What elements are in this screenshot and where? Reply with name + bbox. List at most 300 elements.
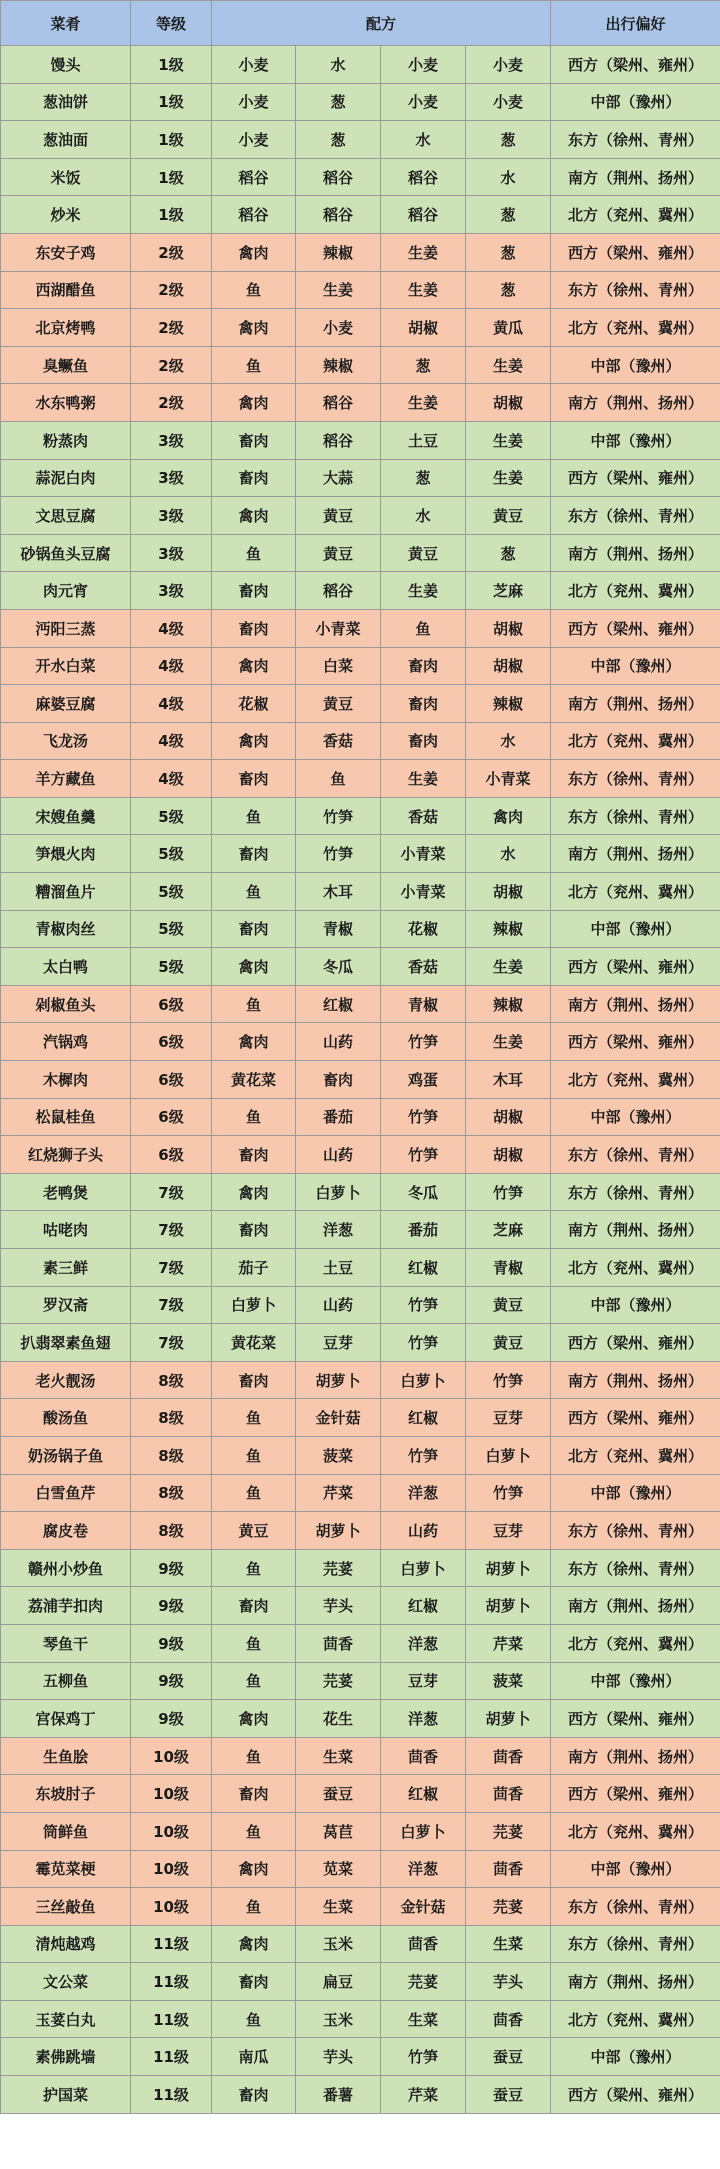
dish-cell: 素佛跳墙 — [1, 2038, 131, 2076]
table-row — [1, 421, 720, 459]
ingredient-cell: 畜肉 — [212, 1963, 296, 2001]
header-level: 等级 — [131, 1, 212, 46]
ingredient-cell: 豆芽 — [381, 1662, 466, 1700]
dish-cell: 松鼠桂鱼 — [1, 1098, 131, 1136]
table-row — [1, 722, 720, 760]
level-cell: 6级 — [131, 1061, 212, 1099]
preference-cell: 南方（荆州、扬州） — [551, 534, 720, 572]
ingredient-cell: 鱼 — [212, 1812, 296, 1850]
level-cell: 10级 — [131, 1888, 212, 1926]
ingredient-cell: 洋葱 — [381, 1700, 466, 1738]
ingredient-cell: 芫荽 — [381, 1963, 466, 2001]
dish-cell: 剁椒鱼头 — [1, 985, 131, 1023]
ingredient-cell: 鱼 — [212, 1436, 296, 1474]
ingredient-cell: 小麦 — [212, 121, 296, 159]
ingredient-cell: 香菇 — [381, 797, 466, 835]
ingredient-cell: 水 — [381, 121, 466, 159]
dish-cell: 沔阳三蒸 — [1, 609, 131, 647]
ingredient-cell: 鱼 — [296, 760, 381, 798]
level-cell: 7级 — [131, 1249, 212, 1287]
ingredient-cell: 畜肉 — [212, 2076, 296, 2114]
ingredient-cell: 芫荽 — [296, 1662, 381, 1700]
table-row — [1, 948, 720, 986]
dish-cell: 汽锅鸡 — [1, 1023, 131, 1061]
level-cell: 2级 — [131, 346, 212, 384]
ingredient-cell: 玉米 — [296, 1925, 381, 1963]
ingredient-cell: 白萝卜 — [381, 1361, 466, 1399]
ingredient-cell: 黄花菜 — [212, 1061, 296, 1099]
ingredient-cell: 畜肉 — [212, 572, 296, 610]
preference-cell: 南方（荆州、扬州） — [551, 835, 720, 873]
dish-cell: 北京烤鸭 — [1, 309, 131, 347]
ingredient-cell: 畜肉 — [212, 910, 296, 948]
preference-cell: 北方（兖州、冀州） — [551, 1812, 720, 1850]
ingredient-cell: 竹笋 — [296, 835, 381, 873]
level-cell: 2级 — [131, 384, 212, 422]
ingredient-cell: 白菜 — [296, 647, 381, 685]
ingredient-cell: 竹笋 — [381, 1023, 466, 1061]
ingredient-cell: 鱼 — [212, 985, 296, 1023]
ingredient-cell: 小麦 — [212, 83, 296, 121]
ingredient-cell: 畜肉 — [381, 722, 466, 760]
ingredient-cell: 鱼 — [212, 2000, 296, 2038]
level-cell: 11级 — [131, 2038, 212, 2076]
level-cell: 7级 — [131, 1173, 212, 1211]
dish-cell: 西湖醋鱼 — [1, 271, 131, 309]
dish-cell: 宫保鸡丁 — [1, 1700, 131, 1738]
ingredient-cell: 葱 — [466, 121, 551, 159]
ingredient-cell: 蚕豆 — [466, 2038, 551, 2076]
ingredient-cell: 水 — [381, 497, 466, 535]
ingredient-cell: 豆芽 — [296, 1324, 381, 1362]
level-cell: 8级 — [131, 1512, 212, 1550]
table-row — [1, 760, 720, 798]
preference-cell: 东方（徐州、青州） — [551, 1925, 720, 1963]
table-row — [1, 1925, 720, 1963]
level-cell: 8级 — [131, 1474, 212, 1512]
table-row — [1, 873, 720, 911]
dish-cell: 生鱼脍 — [1, 1737, 131, 1775]
ingredient-cell: 生姜 — [466, 948, 551, 986]
level-cell: 5级 — [131, 797, 212, 835]
ingredient-cell: 水 — [296, 46, 381, 84]
ingredient-cell: 胡椒 — [466, 384, 551, 422]
level-cell: 3级 — [131, 459, 212, 497]
ingredient-cell: 黄豆 — [296, 497, 381, 535]
ingredient-cell: 苋菜 — [296, 1850, 381, 1888]
ingredient-cell: 生姜 — [466, 421, 551, 459]
ingredient-cell: 红椒 — [381, 1775, 466, 1813]
level-cell: 3级 — [131, 534, 212, 572]
ingredient-cell: 畜肉 — [212, 760, 296, 798]
ingredient-cell: 菠菜 — [466, 1662, 551, 1700]
ingredient-cell: 禽肉 — [212, 1023, 296, 1061]
dish-cell: 米饭 — [1, 158, 131, 196]
level-cell: 9级 — [131, 1624, 212, 1662]
ingredient-cell: 鱼 — [212, 1888, 296, 1926]
level-cell: 4级 — [131, 685, 212, 723]
ingredient-cell: 畜肉 — [212, 1136, 296, 1174]
ingredient-cell: 水 — [466, 158, 551, 196]
ingredient-cell: 竹笋 — [381, 1136, 466, 1174]
ingredient-cell: 葱 — [466, 534, 551, 572]
ingredient-cell: 竹笋 — [381, 1324, 466, 1362]
dish-cell: 红烧狮子头 — [1, 1136, 131, 1174]
level-cell: 1级 — [131, 83, 212, 121]
ingredient-cell: 黄豆 — [212, 1512, 296, 1550]
dish-cell: 琴鱼干 — [1, 1624, 131, 1662]
dish-cell: 罗汉斋 — [1, 1286, 131, 1324]
ingredient-cell: 茴香 — [466, 2000, 551, 2038]
ingredient-cell: 生姜 — [381, 384, 466, 422]
preference-cell: 西方（梁州、雍州） — [551, 1023, 720, 1061]
table-row — [1, 497, 720, 535]
level-cell: 4级 — [131, 609, 212, 647]
dish-cell: 笋煨火肉 — [1, 835, 131, 873]
table-row — [1, 609, 720, 647]
table-row — [1, 572, 720, 610]
ingredient-cell: 竹笋 — [381, 1098, 466, 1136]
dish-cell: 酸汤鱼 — [1, 1399, 131, 1437]
ingredient-cell: 白萝卜 — [466, 1436, 551, 1474]
ingredient-cell: 扁豆 — [296, 1963, 381, 2001]
ingredient-cell: 金针菇 — [296, 1399, 381, 1437]
dish-cell: 飞龙汤 — [1, 722, 131, 760]
ingredient-cell: 香菇 — [381, 948, 466, 986]
ingredient-cell: 小麦 — [212, 46, 296, 84]
ingredient-cell: 鱼 — [212, 1549, 296, 1587]
level-cell: 2级 — [131, 233, 212, 271]
level-cell: 10级 — [131, 1775, 212, 1813]
level-cell: 8级 — [131, 1399, 212, 1437]
ingredient-cell: 白萝卜 — [296, 1173, 381, 1211]
ingredient-cell: 茴香 — [381, 1925, 466, 1963]
ingredient-cell: 禽肉 — [212, 948, 296, 986]
preference-cell: 南方（荆州、扬州） — [551, 1963, 720, 2001]
ingredient-cell: 稻谷 — [296, 384, 381, 422]
ingredient-cell: 胡椒 — [466, 609, 551, 647]
preference-cell: 东方（徐州、青州） — [551, 1549, 720, 1587]
ingredient-cell: 白萝卜 — [212, 1286, 296, 1324]
ingredient-cell: 番茄 — [381, 1211, 466, 1249]
ingredient-cell: 黄豆 — [296, 534, 381, 572]
preference-cell: 南方（荆州、扬州） — [551, 158, 720, 196]
table-row — [1, 1399, 720, 1437]
level-cell: 3级 — [131, 421, 212, 459]
ingredient-cell: 大蒜 — [296, 459, 381, 497]
ingredient-cell: 花椒 — [381, 910, 466, 948]
ingredient-cell: 稻谷 — [381, 196, 466, 234]
dish-cell: 文思豆腐 — [1, 497, 131, 535]
table-row — [1, 1549, 720, 1587]
table-row — [1, 1474, 720, 1512]
ingredient-cell: 胡萝卜 — [466, 1549, 551, 1587]
ingredient-cell: 黄豆 — [296, 685, 381, 723]
preference-cell: 西方（梁州、雍州） — [551, 1324, 720, 1362]
ingredient-cell: 禽肉 — [212, 1925, 296, 1963]
ingredient-cell: 胡椒 — [466, 873, 551, 911]
table-row — [1, 1512, 720, 1550]
ingredient-cell: 芫荽 — [466, 1888, 551, 1926]
ingredient-cell: 畜肉 — [381, 685, 466, 723]
ingredient-cell: 禽肉 — [212, 722, 296, 760]
dish-cell: 奶汤锅子鱼 — [1, 1436, 131, 1474]
ingredient-cell: 生菜 — [381, 2000, 466, 2038]
dish-cell: 糟溜鱼片 — [1, 873, 131, 911]
ingredient-cell: 胡椒 — [466, 1098, 551, 1136]
level-cell: 11级 — [131, 2000, 212, 2038]
ingredient-cell: 生姜 — [466, 459, 551, 497]
dish-cell: 木樨肉 — [1, 1061, 131, 1099]
ingredient-cell: 禽肉 — [212, 1173, 296, 1211]
ingredient-cell: 葱 — [466, 233, 551, 271]
ingredient-cell: 畜肉 — [212, 1211, 296, 1249]
table-row — [1, 1173, 720, 1211]
ingredient-cell: 鱼 — [212, 1098, 296, 1136]
dish-cell: 文公菜 — [1, 1963, 131, 2001]
dish-cell: 粉蒸肉 — [1, 421, 131, 459]
ingredient-cell: 胡萝卜 — [296, 1361, 381, 1399]
level-cell: 10级 — [131, 1737, 212, 1775]
ingredient-cell: 茄子 — [212, 1249, 296, 1287]
preference-cell: 东方（徐州、青州） — [551, 271, 720, 309]
preference-cell: 中部（豫州） — [551, 1098, 720, 1136]
ingredient-cell: 青椒 — [381, 985, 466, 1023]
preference-cell: 北方（兖州、冀州） — [551, 1624, 720, 1662]
dish-cell: 玉荽白丸 — [1, 2000, 131, 2038]
ingredient-cell: 芹菜 — [466, 1624, 551, 1662]
ingredient-cell: 鱼 — [212, 534, 296, 572]
ingredient-cell: 稻谷 — [296, 196, 381, 234]
ingredient-cell: 禽肉 — [466, 797, 551, 835]
level-cell: 6级 — [131, 1136, 212, 1174]
table-row — [1, 1249, 720, 1287]
ingredient-cell: 芫荽 — [466, 1812, 551, 1850]
ingredient-cell: 山药 — [296, 1286, 381, 1324]
ingredient-cell: 黄豆 — [466, 1324, 551, 1362]
dish-cell: 素三鲜 — [1, 1249, 131, 1287]
level-cell: 5级 — [131, 910, 212, 948]
ingredient-cell: 黄豆 — [466, 1286, 551, 1324]
ingredient-cell: 生菜 — [466, 1925, 551, 1963]
preference-cell: 东方（徐州、青州） — [551, 797, 720, 835]
ingredient-cell: 青椒 — [466, 1249, 551, 1287]
ingredient-cell: 葱 — [466, 271, 551, 309]
preference-cell: 北方（兖州、冀州） — [551, 2000, 720, 2038]
ingredient-cell: 花椒 — [212, 685, 296, 723]
table-row — [1, 835, 720, 873]
dish-cell: 青椒肉丝 — [1, 910, 131, 948]
ingredient-cell: 蚕豆 — [296, 1775, 381, 1813]
ingredient-cell: 辣椒 — [296, 346, 381, 384]
level-cell: 9级 — [131, 1587, 212, 1625]
ingredient-cell: 生姜 — [296, 271, 381, 309]
ingredient-cell: 小青菜 — [381, 835, 466, 873]
table-row — [1, 1662, 720, 1700]
ingredient-cell: 鱼 — [212, 1624, 296, 1662]
level-cell: 11级 — [131, 1925, 212, 1963]
ingredient-cell: 禽肉 — [212, 647, 296, 685]
dish-cell: 臭鳜鱼 — [1, 346, 131, 384]
ingredient-cell: 山药 — [381, 1512, 466, 1550]
dish-cell: 白雪鱼芹 — [1, 1474, 131, 1512]
table-row — [1, 459, 720, 497]
level-cell: 1级 — [131, 158, 212, 196]
ingredient-cell: 南瓜 — [212, 2038, 296, 2076]
preference-cell: 中部（豫州） — [551, 346, 720, 384]
dish-cell: 羊方藏鱼 — [1, 760, 131, 798]
ingredient-cell: 葱 — [296, 121, 381, 159]
level-cell: 6级 — [131, 1098, 212, 1136]
dish-cell: 荔浦芋扣肉 — [1, 1587, 131, 1625]
ingredient-cell: 茴香 — [466, 1850, 551, 1888]
ingredient-cell: 畜肉 — [296, 1061, 381, 1099]
ingredient-cell: 豆芽 — [466, 1399, 551, 1437]
dish-cell: 腐皮卷 — [1, 1512, 131, 1550]
table-row — [1, 1737, 720, 1775]
ingredient-cell: 洋葱 — [381, 1624, 466, 1662]
ingredient-cell: 芹菜 — [296, 1474, 381, 1512]
ingredient-cell: 小青菜 — [466, 760, 551, 798]
ingredient-cell: 竹笋 — [381, 2038, 466, 2076]
ingredient-cell: 生姜 — [381, 233, 466, 271]
level-cell: 5级 — [131, 835, 212, 873]
dish-cell: 砂锅鱼头豆腐 — [1, 534, 131, 572]
preference-cell: 东方（徐州、青州） — [551, 1888, 720, 1926]
ingredient-cell: 金针菇 — [381, 1888, 466, 1926]
ingredient-cell: 鱼 — [212, 271, 296, 309]
table-row — [1, 1324, 720, 1362]
table-row — [1, 1286, 720, 1324]
dish-cell: 扒翡翠素鱼翅 — [1, 1324, 131, 1362]
preference-cell: 南方（荆州、扬州） — [551, 1587, 720, 1625]
table-row — [1, 121, 720, 159]
preference-cell: 北方（兖州、冀州） — [551, 1061, 720, 1099]
dish-cell: 清炖越鸡 — [1, 1925, 131, 1963]
level-cell: 4级 — [131, 760, 212, 798]
preference-cell: 南方（荆州、扬州） — [551, 985, 720, 1023]
ingredient-cell: 辣椒 — [466, 985, 551, 1023]
ingredient-cell: 稻谷 — [212, 196, 296, 234]
table-row — [1, 647, 720, 685]
dish-cell: 赣州小炒鱼 — [1, 1549, 131, 1587]
ingredient-cell: 洋葱 — [296, 1211, 381, 1249]
dish-cell: 东安子鸡 — [1, 233, 131, 271]
ingredient-cell: 鱼 — [212, 1662, 296, 1700]
ingredient-cell: 蚕豆 — [466, 2076, 551, 2114]
ingredient-cell: 土豆 — [296, 1249, 381, 1287]
ingredient-cell: 竹笋 — [466, 1361, 551, 1399]
ingredient-cell: 鱼 — [212, 346, 296, 384]
preference-cell: 中部（豫州） — [551, 647, 720, 685]
table-row — [1, 1888, 720, 1926]
level-cell: 9级 — [131, 1662, 212, 1700]
ingredient-cell: 稻谷 — [212, 158, 296, 196]
dish-cell: 宋嫂鱼羹 — [1, 797, 131, 835]
ingredient-cell: 冬瓜 — [381, 1173, 466, 1211]
level-cell: 11级 — [131, 1963, 212, 2001]
table-row — [1, 1023, 720, 1061]
ingredient-cell: 红椒 — [381, 1399, 466, 1437]
level-cell: 9级 — [131, 1700, 212, 1738]
ingredient-cell: 洋葱 — [381, 1850, 466, 1888]
preference-cell: 西方（梁州、雍州） — [551, 1700, 720, 1738]
ingredient-cell: 葱 — [381, 459, 466, 497]
preference-cell: 西方（梁州、雍州） — [551, 2076, 720, 2114]
table-row — [1, 1812, 720, 1850]
ingredient-cell: 鱼 — [212, 1474, 296, 1512]
level-cell: 7级 — [131, 1286, 212, 1324]
preference-cell: 北方（兖州、冀州） — [551, 1249, 720, 1287]
ingredient-cell: 葱 — [296, 83, 381, 121]
ingredient-cell: 生菜 — [296, 1737, 381, 1775]
ingredient-cell: 禽肉 — [212, 384, 296, 422]
ingredient-cell: 黄花菜 — [212, 1324, 296, 1362]
preference-cell: 南方（荆州、扬州） — [551, 1361, 720, 1399]
dish-cell: 护国菜 — [1, 2076, 131, 2114]
ingredient-cell: 黄豆 — [381, 534, 466, 572]
table-row — [1, 346, 720, 384]
ingredient-cell: 水 — [466, 835, 551, 873]
table-row — [1, 534, 720, 572]
level-cell: 10级 — [131, 1812, 212, 1850]
level-cell: 6级 — [131, 1023, 212, 1061]
level-cell: 4级 — [131, 722, 212, 760]
preference-cell: 中部（豫州） — [551, 421, 720, 459]
ingredient-cell: 番薯 — [296, 2076, 381, 2114]
level-cell: 6级 — [131, 985, 212, 1023]
ingredient-cell: 竹笋 — [296, 797, 381, 835]
ingredient-cell: 竹笋 — [381, 1286, 466, 1324]
preference-cell: 东方（徐州、青州） — [551, 1173, 720, 1211]
preference-cell: 南方（荆州、扬州） — [551, 1737, 720, 1775]
preference-cell: 南方（荆州、扬州） — [551, 685, 720, 723]
ingredient-cell: 禽肉 — [212, 233, 296, 271]
ingredient-cell: 禽肉 — [212, 497, 296, 535]
ingredient-cell: 芋头 — [466, 1963, 551, 2001]
preference-cell: 中部（豫州） — [551, 1662, 720, 1700]
table-row — [1, 1436, 720, 1474]
ingredient-cell: 畜肉 — [212, 609, 296, 647]
level-cell: 5级 — [131, 873, 212, 911]
header-preference: 出行偏好 — [551, 1, 720, 46]
ingredient-cell: 鱼 — [212, 797, 296, 835]
ingredient-cell: 鱼 — [381, 609, 466, 647]
dish-cell: 东坡肘子 — [1, 1775, 131, 1813]
preference-cell: 中部（豫州） — [551, 2038, 720, 2076]
level-cell: 9级 — [131, 1549, 212, 1587]
dish-cell: 三丝敲鱼 — [1, 1888, 131, 1926]
ingredient-cell: 黄豆 — [466, 497, 551, 535]
ingredient-cell: 小麦 — [381, 46, 466, 84]
table-row — [1, 1587, 720, 1625]
ingredient-cell: 胡萝卜 — [466, 1587, 551, 1625]
preference-cell: 北方（兖州、冀州） — [551, 1436, 720, 1474]
ingredient-cell: 香菇 — [296, 722, 381, 760]
dish-cell: 筒鲜鱼 — [1, 1812, 131, 1850]
ingredient-cell: 番茄 — [296, 1098, 381, 1136]
ingredient-cell: 茴香 — [296, 1624, 381, 1662]
level-cell: 7级 — [131, 1211, 212, 1249]
table-row — [1, 797, 720, 835]
ingredient-cell: 小麦 — [381, 83, 466, 121]
table-row — [1, 1850, 720, 1888]
ingredient-cell: 小麦 — [296, 309, 381, 347]
header-row — [1, 1, 720, 46]
table-row — [1, 1361, 720, 1399]
ingredient-cell: 莴苣 — [296, 1812, 381, 1850]
ingredient-cell: 胡萝卜 — [466, 1700, 551, 1738]
